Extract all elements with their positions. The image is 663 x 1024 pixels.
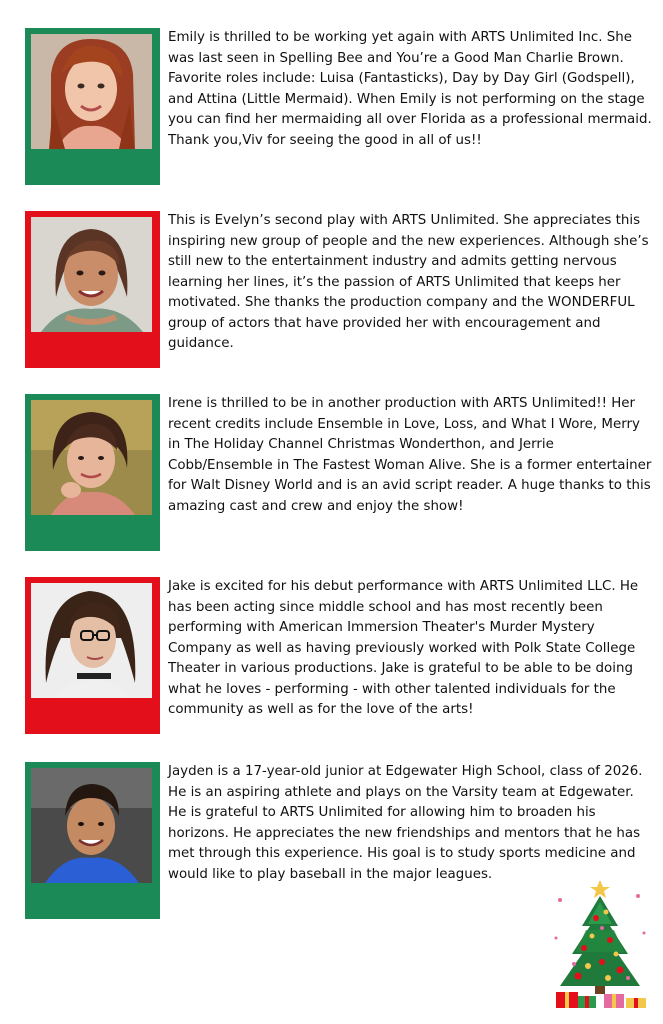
- photo-frame: [25, 394, 160, 551]
- photo-frame: [25, 762, 160, 919]
- headshot-photo-jayden: [31, 768, 152, 883]
- photo-frame: [25, 577, 160, 734]
- headshot-photo-evelyn: [31, 217, 152, 332]
- christmas-tree-icon: [548, 878, 653, 1010]
- headshot-photo-irene: [31, 400, 152, 515]
- photo-frame: [25, 211, 160, 368]
- photo-frame: [25, 28, 160, 185]
- bio-text: This is Evelyn’s second play with ARTS Unlimited. She appreciates this inspiring new group of people and the new experiences. Although she’s still new to the entertainment industry and admits getting nervous learning her lines, it’s the passion of ARTS Unlimited that keeps her motivated. She thanks the production company and the WONDERFUL group of actors that have provided her with encouragement and guidance.: [168, 213, 649, 351]
- bio-text: Emily is thrilled to be working yet again with ARTS Unlimited Inc. She was last seen in Spelling Bee and You’re a Good Man Charlie Brown. Favorite roles include: Luisa (Fantasticks), Day by Day Girl (Godspell), and Attina (Little Mermaid). When Emily is not performing on the stage you can find her mermaiding all over Florida as a professional mermaid. Thank you,Viv for seeing the good in all of us!!: [168, 30, 652, 148]
- bio-text: Jayden is a 17-year-old junior at Edgewater High School, class of 2026. He is an aspiring athlete and plays on the Varsity team at Edgewater. He is grateful to ARTS Unlimited for allowing him to broaden his horizons. He appreciates the new friendships and mentors that he has met through this experience. His goal is to study sports medicine and would like to play baseball in the major leagues.: [168, 764, 643, 882]
- headshot-photo-emily: [31, 34, 152, 149]
- bio-text: Jake is excited for his debut performance with ARTS Unlimited LLC. He has been acting since middle school and has most recently been performing with American Immersion Theater's Murder Mystery Company as well as having previously worked with Polk State College Theater in various productions. Jake is grateful to be able to be doing what he loves - performing - with other talented individuals for the community as well as for the love of the arts!: [168, 579, 639, 717]
- bio-text: Irene is thrilled to be in another production with ARTS Unlimited!! Her recent credits include Ensemble in Love, Loss, and What I Wore, Merry in The Holiday Channel Christmas Wonderthon, and Jerrie Cobb/Ensemble in The Fastest Woman Alive. She is a former entertainer for Walt Disney World and is an avid script reader. A huge thanks to this amazing cast and crew and enjoy the show!: [168, 396, 652, 514]
- headshot-photo-jake: [31, 583, 152, 698]
